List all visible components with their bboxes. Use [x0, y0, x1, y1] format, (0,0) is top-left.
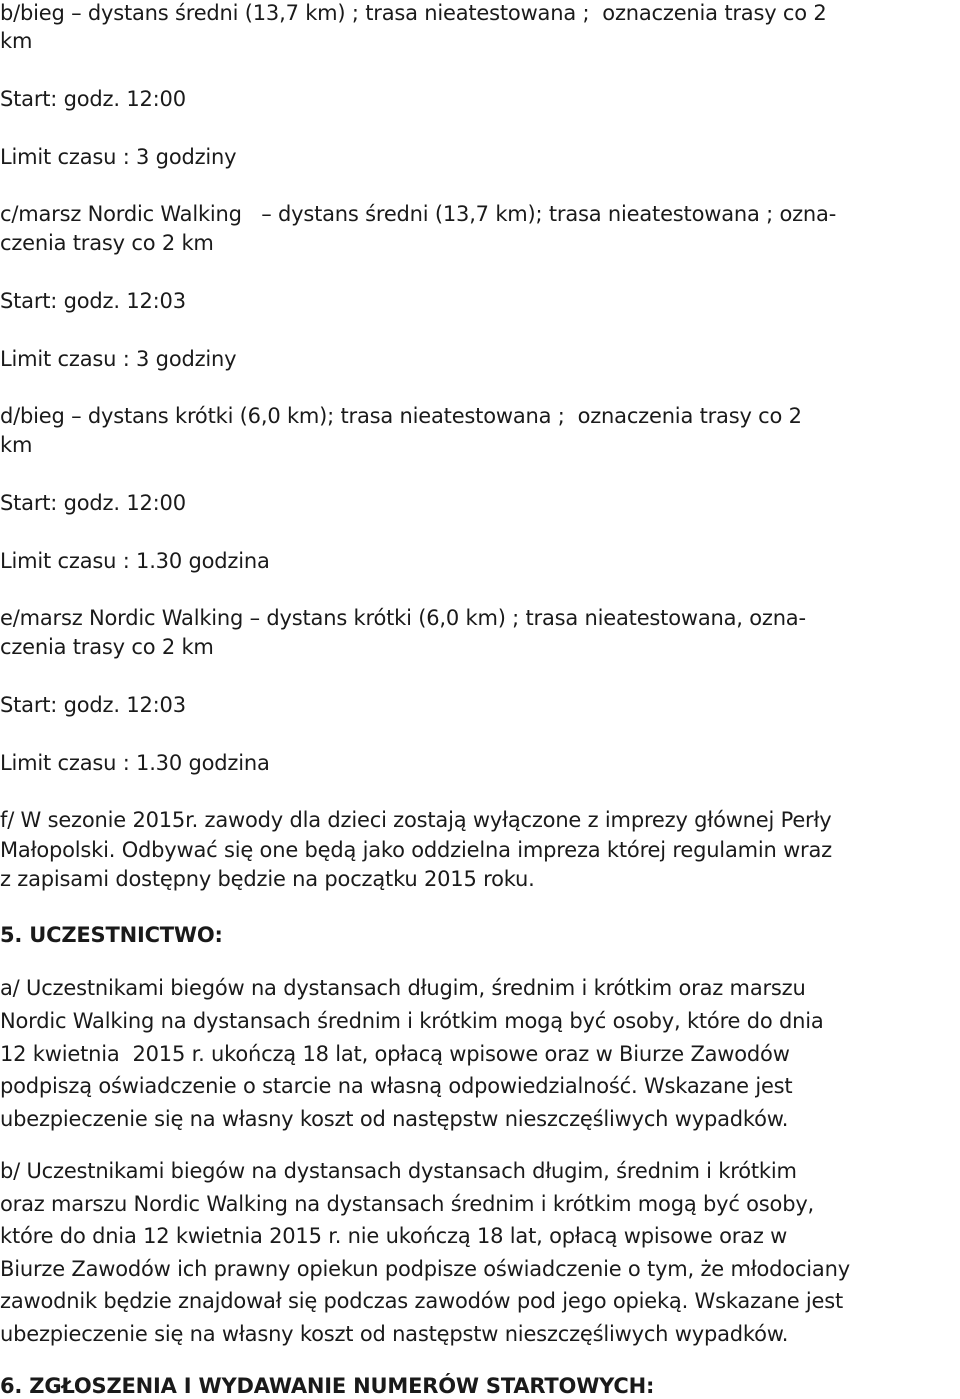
text-line: b/ Uczestnikami biegów na dystansach dystansach długim, średnim i krótkim [0, 1159, 797, 1183]
text-line: które do dnia 12 kwietnia 2015 r. nie ukończą 18 lat, opłacą wpisowe oraz w [0, 1224, 788, 1248]
text-line: oraz marszu Nordic Walking na dystansach średnim i krótkim mogą być osoby, [0, 1192, 815, 1216]
text-line: c/marsz Nordic Walking – dystans średni (13,7 km); trasa nieatestowana ; ozna- [0, 202, 837, 226]
text-line: d/bieg – dystans krótki (6,0 km); trasa nieatestowana ; oznaczenia trasy co 2 [0, 404, 802, 428]
section-heading: 6. ZGŁOSZENIA I WYDAWANIE NUMERÓW STARTOWYCH: [0, 1374, 655, 1398]
section-heading: 5. UCZESTNICTWO: [0, 923, 223, 947]
text-line: km [0, 29, 33, 53]
text-line: ubezpieczenie się na własny koszt od następstw nieszczęśliwych wypadków. [0, 1322, 789, 1346]
text-line: b/bieg – dystans średni (13,7 km) ; trasa nieatestowana ; oznaczenia trasy co 2 [0, 1, 827, 25]
race-e-time-limit: Limit czasu : 1.30 godzina [0, 751, 270, 775]
text-line: z zapisami dostępny będzie na początku 2015 roku. [0, 867, 535, 891]
text-line: czenia trasy co 2 km [0, 231, 214, 255]
race-b-start-time: Start: godz. 12:00 [0, 87, 186, 111]
text-line: km [0, 433, 33, 457]
text-line: e/marsz Nordic Walking – dystans krótki (6,0 km) ; trasa nieatestowana, ozna- [0, 606, 806, 630]
race-b-time-limit: Limit czasu : 3 godziny [0, 145, 237, 169]
race-c-time-limit: Limit czasu : 3 godziny [0, 347, 237, 371]
race-d-start-time: Start: godz. 12:00 [0, 491, 186, 515]
text-line: Nordic Walking na dystansach średnim i krótkim mogą być osoby, które do dnia [0, 1009, 824, 1033]
text-line: 12 kwietnia 2015 r. ukończą 18 lat, opłacą wpisowe oraz w Biurze Zawodów [0, 1042, 790, 1066]
text-line: a/ Uczestnikami biegów na dystansach długim, średnim i krótkim oraz marszu [0, 976, 806, 1000]
race-c-start-time: Start: godz. 12:03 [0, 289, 186, 313]
race-e-start-time: Start: godz. 12:03 [0, 693, 186, 717]
text-line: zawodnik będzie znajdował się podczas zawodów pod jego opieką. Wskazane jest [0, 1289, 844, 1313]
text-line: Biurze Zawodów ich prawny opiekun podpisze oświadczenie o tym, że młodociany [0, 1257, 850, 1281]
text-line: czenia trasy co 2 km [0, 635, 214, 659]
text-line: Małopolski. Odbywać się one będą jako oddzielna impreza której regulamin wraz [0, 838, 832, 862]
text-line: f/ W sezonie 2015r. zawody dla dzieci zostają wyłączone z imprezy głównej Perły [0, 808, 832, 832]
race-d-time-limit: Limit czasu : 1.30 godzina [0, 549, 270, 573]
text-line: podpiszą oświadczenie o starcie na własną odpowiedzialność. Wskazane jest [0, 1074, 793, 1098]
text-line: ubezpieczenie się na własny koszt od następstw nieszczęśliwych wypadków. [0, 1107, 789, 1131]
